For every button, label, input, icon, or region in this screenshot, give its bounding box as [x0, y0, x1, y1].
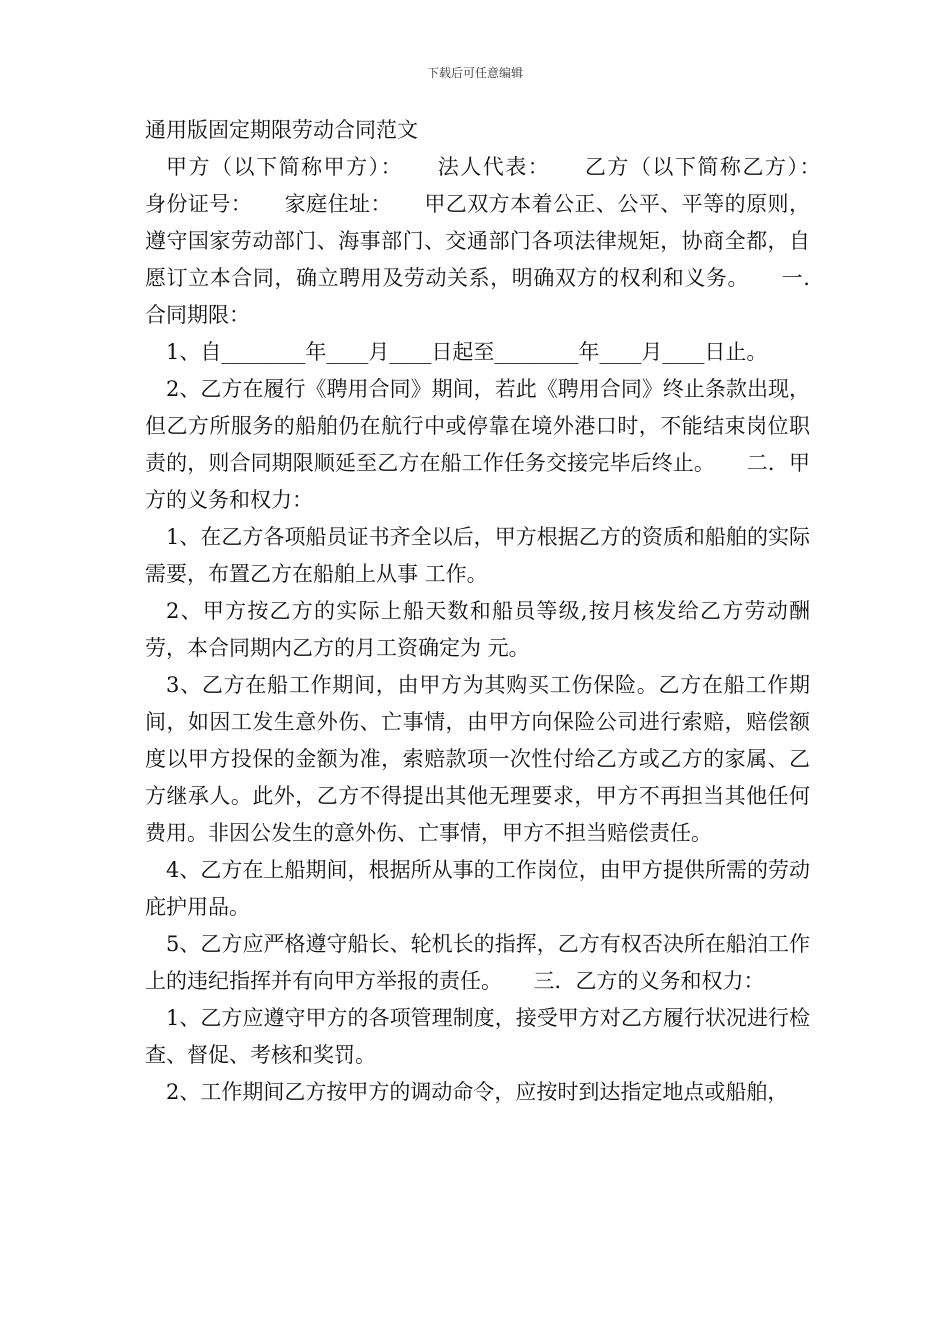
paragraph-parties: 甲方（以下简称甲方）： 法人代表： 乙方（以下简称乙方）： 身份证号： 家庭住址： 甲乙双方本着公正、公平、平等的原则，遵守国家劳动部门、海事部门、交通部门各项法律规矩，协商全都，自愿订立本合同，确立聘用及劳动关系，明确双方的权利和义务。 一.合同期限：	[145, 155, 852, 327]
paragraph-party-b-1: 1、乙方应遵守甲方的各项管理制度，接受甲方对乙方履行状况进行检查、督促、考核和奖罚。	[145, 1006, 810, 1067]
paragraph-party-a-4: 4、乙方在上船期间，根据所从事的工作岗位，由甲方提供所需的劳动庇护用品。	[145, 858, 810, 919]
document-title: 通用版固定期限劳动合同范文	[145, 118, 418, 142]
paragraph-term-2: 2、乙方在履行《聘用合同》期间，若此《聘用合同》终止条款出现，但乙方所服务的船舶仍在航行中或停靠在境外港口时，不能结束岗位职责的，则合同期限顺延至乙方在船工作任务交接完毕后终止。 二．甲方的义务和权力：	[145, 377, 810, 512]
document-body	[145, 112, 852, 1111]
paragraph-term-1: 1、自________年____月____日起至________年____月____日止。	[166, 340, 768, 364]
paragraph-party-a-2: 2、甲方按乙方的实际上船天数和船员等级,按月核发给乙方劳动酬劳，本合同期内乙方的月工资确定为 元。	[145, 599, 810, 660]
paragraph-party-a-1: 1、在乙方各项船员证书齐全以后，甲方根据乙方的资质和船舶的实际需要，布置乙方在船舶上从事 工作。	[145, 525, 810, 586]
header-note: 下载后可任意编辑	[426, 66, 523, 80]
paragraph-party-a-5: 5、乙方应严格遵守船长、轮机长的指挥，乙方有权否决所在船泊工作上的违纪指挥并有向甲方举报的责任。 三．乙方的义务和权力：	[145, 932, 810, 993]
paragraph-party-a-3: 3、乙方在船工作期间，由甲方为其购买工伤保险。乙方在船工作期间，如因工发生意外伤、亡事情，由甲方向保险公司进行索赔，赔偿额度以甲方投保的金额为准，索赔款项一次性付给乙方或乙方的家属、乙方继承人。此外，乙方不得提出其他无理要求，甲方不再担当其他任何费用。非因公发生的意外伤、亡事情，甲方不担当赔偿责任。	[145, 673, 810, 845]
paragraph-party-b-2: 2、工作期间乙方按甲方的调动命令，应按时到达指定地点或船舶，	[166, 1080, 789, 1104]
